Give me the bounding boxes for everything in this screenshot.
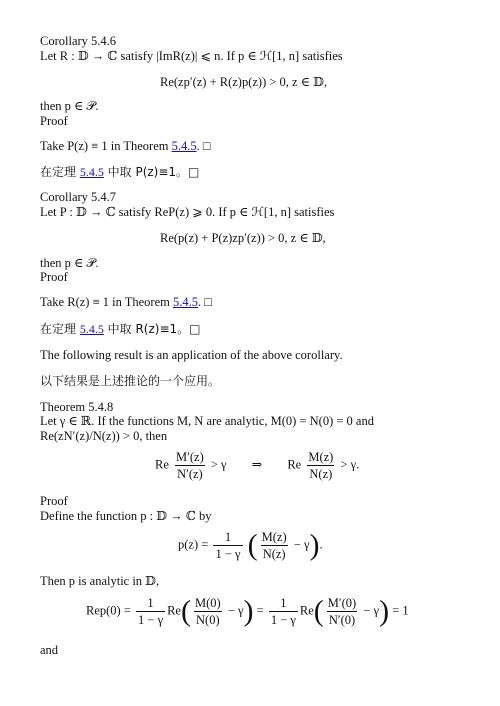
numerator: M′(0) xyxy=(327,596,357,610)
chinese-text-after-link: 中取 P(z)≡1。□ xyxy=(103,165,200,179)
denominator: N(z) xyxy=(262,547,286,561)
proof-text-before-link: Take P(z) ≡ 1 in Theorem xyxy=(40,139,172,153)
minus-gamma-1: − γ xyxy=(227,603,244,618)
minus-gamma: − γ xyxy=(293,537,310,552)
numerator: 1 xyxy=(224,530,232,544)
denominator: 1 − γ xyxy=(270,613,296,627)
corollary-5-4-6-display: Re(zp′(z) + R(z)p(z)) > 0, z ∈ 𝔻, xyxy=(160,75,328,89)
chinese-text-before-link: 在定理 xyxy=(40,165,80,179)
left-paren: ( xyxy=(247,528,258,562)
analytic-statement: Then p is analytic in 𝔻, xyxy=(40,574,160,588)
theorem-5-4-8-line-1: Let γ ∈ ℝ. If the functions M, N are analytic, M(0) = N(0) = 0 and xyxy=(40,414,374,428)
application-sentence: The following result is an application of the above corollary. xyxy=(40,348,343,362)
re-2: Re xyxy=(299,603,314,618)
corollary-5-4-6-proof-text xyxy=(40,139,210,154)
right-paren: ) xyxy=(243,594,254,628)
corollary-5-4-7-display: Re(p(z) + P(z)zp′(z)) > 0, z ∈ 𝔻, xyxy=(160,231,326,245)
rep0-equation-display xyxy=(86,596,409,627)
numerator: M(0) xyxy=(194,596,221,610)
corollary-5-4-6-statement: Let R : 𝔻 → ℂ satisfy |ImR(z)| ⩽ n. If p ∈ ℋ[1, n] satisfies xyxy=(40,49,343,63)
fraction-m0-over-n0 xyxy=(193,596,223,627)
corollary-5-4-6-title: Corollary 5.4.6 xyxy=(40,34,117,48)
fraction-m-prime-over-n-prime xyxy=(174,450,206,481)
numerator: 1 xyxy=(147,596,154,610)
chinese-text-after-link: 中取 R(z)≡1。□ xyxy=(103,322,201,336)
numerator: M(z) xyxy=(308,450,334,464)
chinese-text-before-link: 在定理 xyxy=(40,322,80,336)
left-paren-2: ( xyxy=(313,594,324,628)
proof-text-after-link: . □ xyxy=(197,295,212,309)
fraction-one-over-one-minus-gamma xyxy=(213,530,242,561)
corollary-5-4-6-chinese-proof xyxy=(40,165,199,180)
period: . xyxy=(319,537,323,552)
denominator: N(0) xyxy=(196,613,220,627)
theorem-5-4-5-link-zh[interactable]: 5.4.5 xyxy=(79,165,104,179)
corollary-5-4-7-proof-text xyxy=(40,295,212,310)
corollary-5-4-7-proof-label: Proof xyxy=(40,270,68,284)
theorem-5-4-8-display xyxy=(155,450,359,481)
display-gt-gamma: > γ xyxy=(210,457,227,472)
p-lhs: p(z) = xyxy=(178,537,209,552)
display-gt-gamma-2: > γ. xyxy=(340,457,360,472)
proof-text-before-link: Take R(z) ≡ 1 in Theorem xyxy=(40,295,173,309)
theorem-5-4-5-link[interactable]: 5.4.5 xyxy=(171,139,197,153)
fraction-m-over-n xyxy=(306,450,335,481)
display-re-2: Re xyxy=(287,457,302,472)
denominator: N′(z) xyxy=(177,467,203,481)
corollary-5-4-6-conclusion: then p ∈ 𝒫. xyxy=(40,99,99,113)
re-1: Re xyxy=(167,603,181,618)
numerator: 1 xyxy=(280,596,287,610)
proof-define-line: Define the function p : 𝔻 → ℂ by xyxy=(40,509,212,523)
proof-label: Proof xyxy=(40,494,68,508)
numerator: M′(z) xyxy=(176,450,204,464)
fraction-one-over-one-minus-gamma xyxy=(136,596,165,627)
display-re: Re xyxy=(155,457,169,472)
equals: = xyxy=(256,603,264,618)
numerator: M(z) xyxy=(261,530,287,544)
theorem-5-4-8-title: Theorem 5.4.8 xyxy=(40,400,114,414)
implies-symbol: ⇒ xyxy=(251,457,263,472)
corollary-5-4-7-title: Corollary 5.4.7 xyxy=(40,190,117,204)
corollary-5-4-7-chinese-proof xyxy=(40,322,201,337)
minus-gamma-2: − γ xyxy=(363,603,380,618)
corollary-5-4-7-statement: Let P : 𝔻 → ℂ satisfy ReP(z) ⩾ 0. If p ∈ ℋ[1, n] satisfies xyxy=(40,205,335,219)
definition-of-p-display xyxy=(178,530,323,561)
equals-one: = 1 xyxy=(392,603,409,618)
rep0-lhs: Rep(0) = xyxy=(86,603,131,618)
fraction-m-prime-0-over-n-prime-0 xyxy=(326,596,358,627)
denominator: N(z) xyxy=(309,467,333,481)
denominator: 1 − γ xyxy=(215,547,241,561)
right-paren-2: ) xyxy=(379,594,390,628)
theorem-5-4-5-link-zh-2[interactable]: 5.4.5 xyxy=(79,322,104,336)
fraction-one-over-one-minus-gamma-2 xyxy=(269,596,298,627)
and-connector: and xyxy=(40,643,59,657)
corollary-5-4-7-conclusion: then p ∈ 𝒫. xyxy=(40,256,99,270)
corollary-5-4-6-proof-label: Proof xyxy=(40,114,68,128)
theorem-5-4-8-line-2: Re(zN′(z)/N(z)) > 0, then xyxy=(40,429,168,443)
denominator: N′(0) xyxy=(328,613,356,627)
fraction-m-over-n xyxy=(260,530,289,561)
left-paren: ( xyxy=(180,594,191,628)
right-paren: ) xyxy=(309,528,320,562)
theorem-5-4-5-link-2[interactable]: 5.4.5 xyxy=(172,295,198,309)
denominator: 1 − γ xyxy=(138,613,164,627)
proof-text-after-link: . □ xyxy=(196,139,211,153)
application-sentence-chinese: 以下结果是上述推论的一个应用。 xyxy=(40,374,221,388)
